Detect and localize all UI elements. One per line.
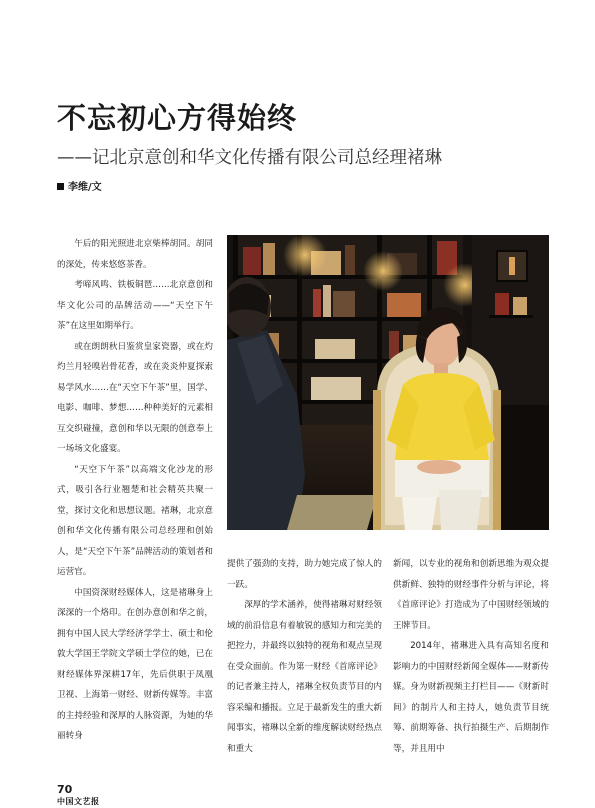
article-title: 不忘初心方得始终	[57, 101, 298, 135]
byline-text: 李维/文	[68, 182, 102, 193]
paragraph: “天空下午茶”以高端文化沙龙的形式，吸引各行业翘楚和社会精英共聚一堂，探讨文化和思想议题。褚琳，北京意创和华文化传播有限公司总经理和创始人，是“天空下午茶”品牌活动的策划者和运营官。	[57, 464, 213, 577]
paragraph: 午后的阳光照进北京柴棒胡同。胡同的深处，传来悠悠茶香。	[57, 239, 213, 270]
body-column-3	[393, 554, 549, 759]
paragraph: 或在朗朗秋日鉴赏皇家瓷器，或在灼灼兰月轻嗅岩骨花香，或在炎炎仲夏探索易学风水……在“天空下午茶”里，国学、电影、咖啡、梦想……种种美好的元素相互交织碰撞，意创和华以无限的创意奉上一场场文化盛宴。	[57, 341, 213, 454]
article-subtitle: ——记北京意创和华文化传播有限公司总经理褚琳	[57, 148, 442, 168]
body-column-1	[57, 234, 213, 747]
paragraph: 提供了强劲的支持，助力她完成了惊人的一跃。	[227, 559, 382, 590]
paragraph: 深厚的学术涵养，使得褚琳对财经领域的前沿信息有着敏锐的感知力和完美的把控力，并最终以独特的视角和观点呈现在受众面前。作为第一财经《首席评论》的记者兼主持人，褚琳全权负责节目的内容采编和播报。立足于最新发生的重大新闻事实，褚琳以全新的维度解读财经热点和重大	[227, 600, 382, 754]
interview-photo	[227, 235, 549, 530]
paragraph: 2014年，褚琳进入具有高知名度和影响力的中国财经新闻全媒体——财新传媒。身为财新视频主打栏目——《财新时间》的制片人和主持人，她负责节目统筹、前期筹备、执行拍摄生产、后期制作等，并且用中	[393, 641, 549, 754]
square-bullet-icon	[57, 183, 64, 190]
paragraph: 考啼风鸣、铁板铜琶……北京意创和华文化公司的品牌活动——“天空下午茶”在这里如期举行。	[57, 280, 213, 331]
magazine-logo: 中国文艺报	[57, 797, 100, 806]
paragraph: 新闻，以专业的视角和创新思维为观众提供新鲜、独特的财经事件分析与评论，将《首席评论》打造成为了中国财经领域的王牌节目。	[393, 559, 549, 631]
page-number: 70	[57, 783, 73, 796]
byline	[57, 178, 102, 193]
paragraph: 中国资深财经媒体人，这是褚琳身上深深的一个烙印。在创办意创和华之前，拥有中国人民大学经济学学士、硕士和伦敦大学国王学院文学硕士学位的她，已在财经媒体界深耕17年，先后供职于凤凰卫视、上海第一财经、财新传媒等。丰富的主持经验和深厚的人脉资源，为她的华丽转身	[57, 587, 213, 741]
body-column-2	[227, 554, 382, 759]
